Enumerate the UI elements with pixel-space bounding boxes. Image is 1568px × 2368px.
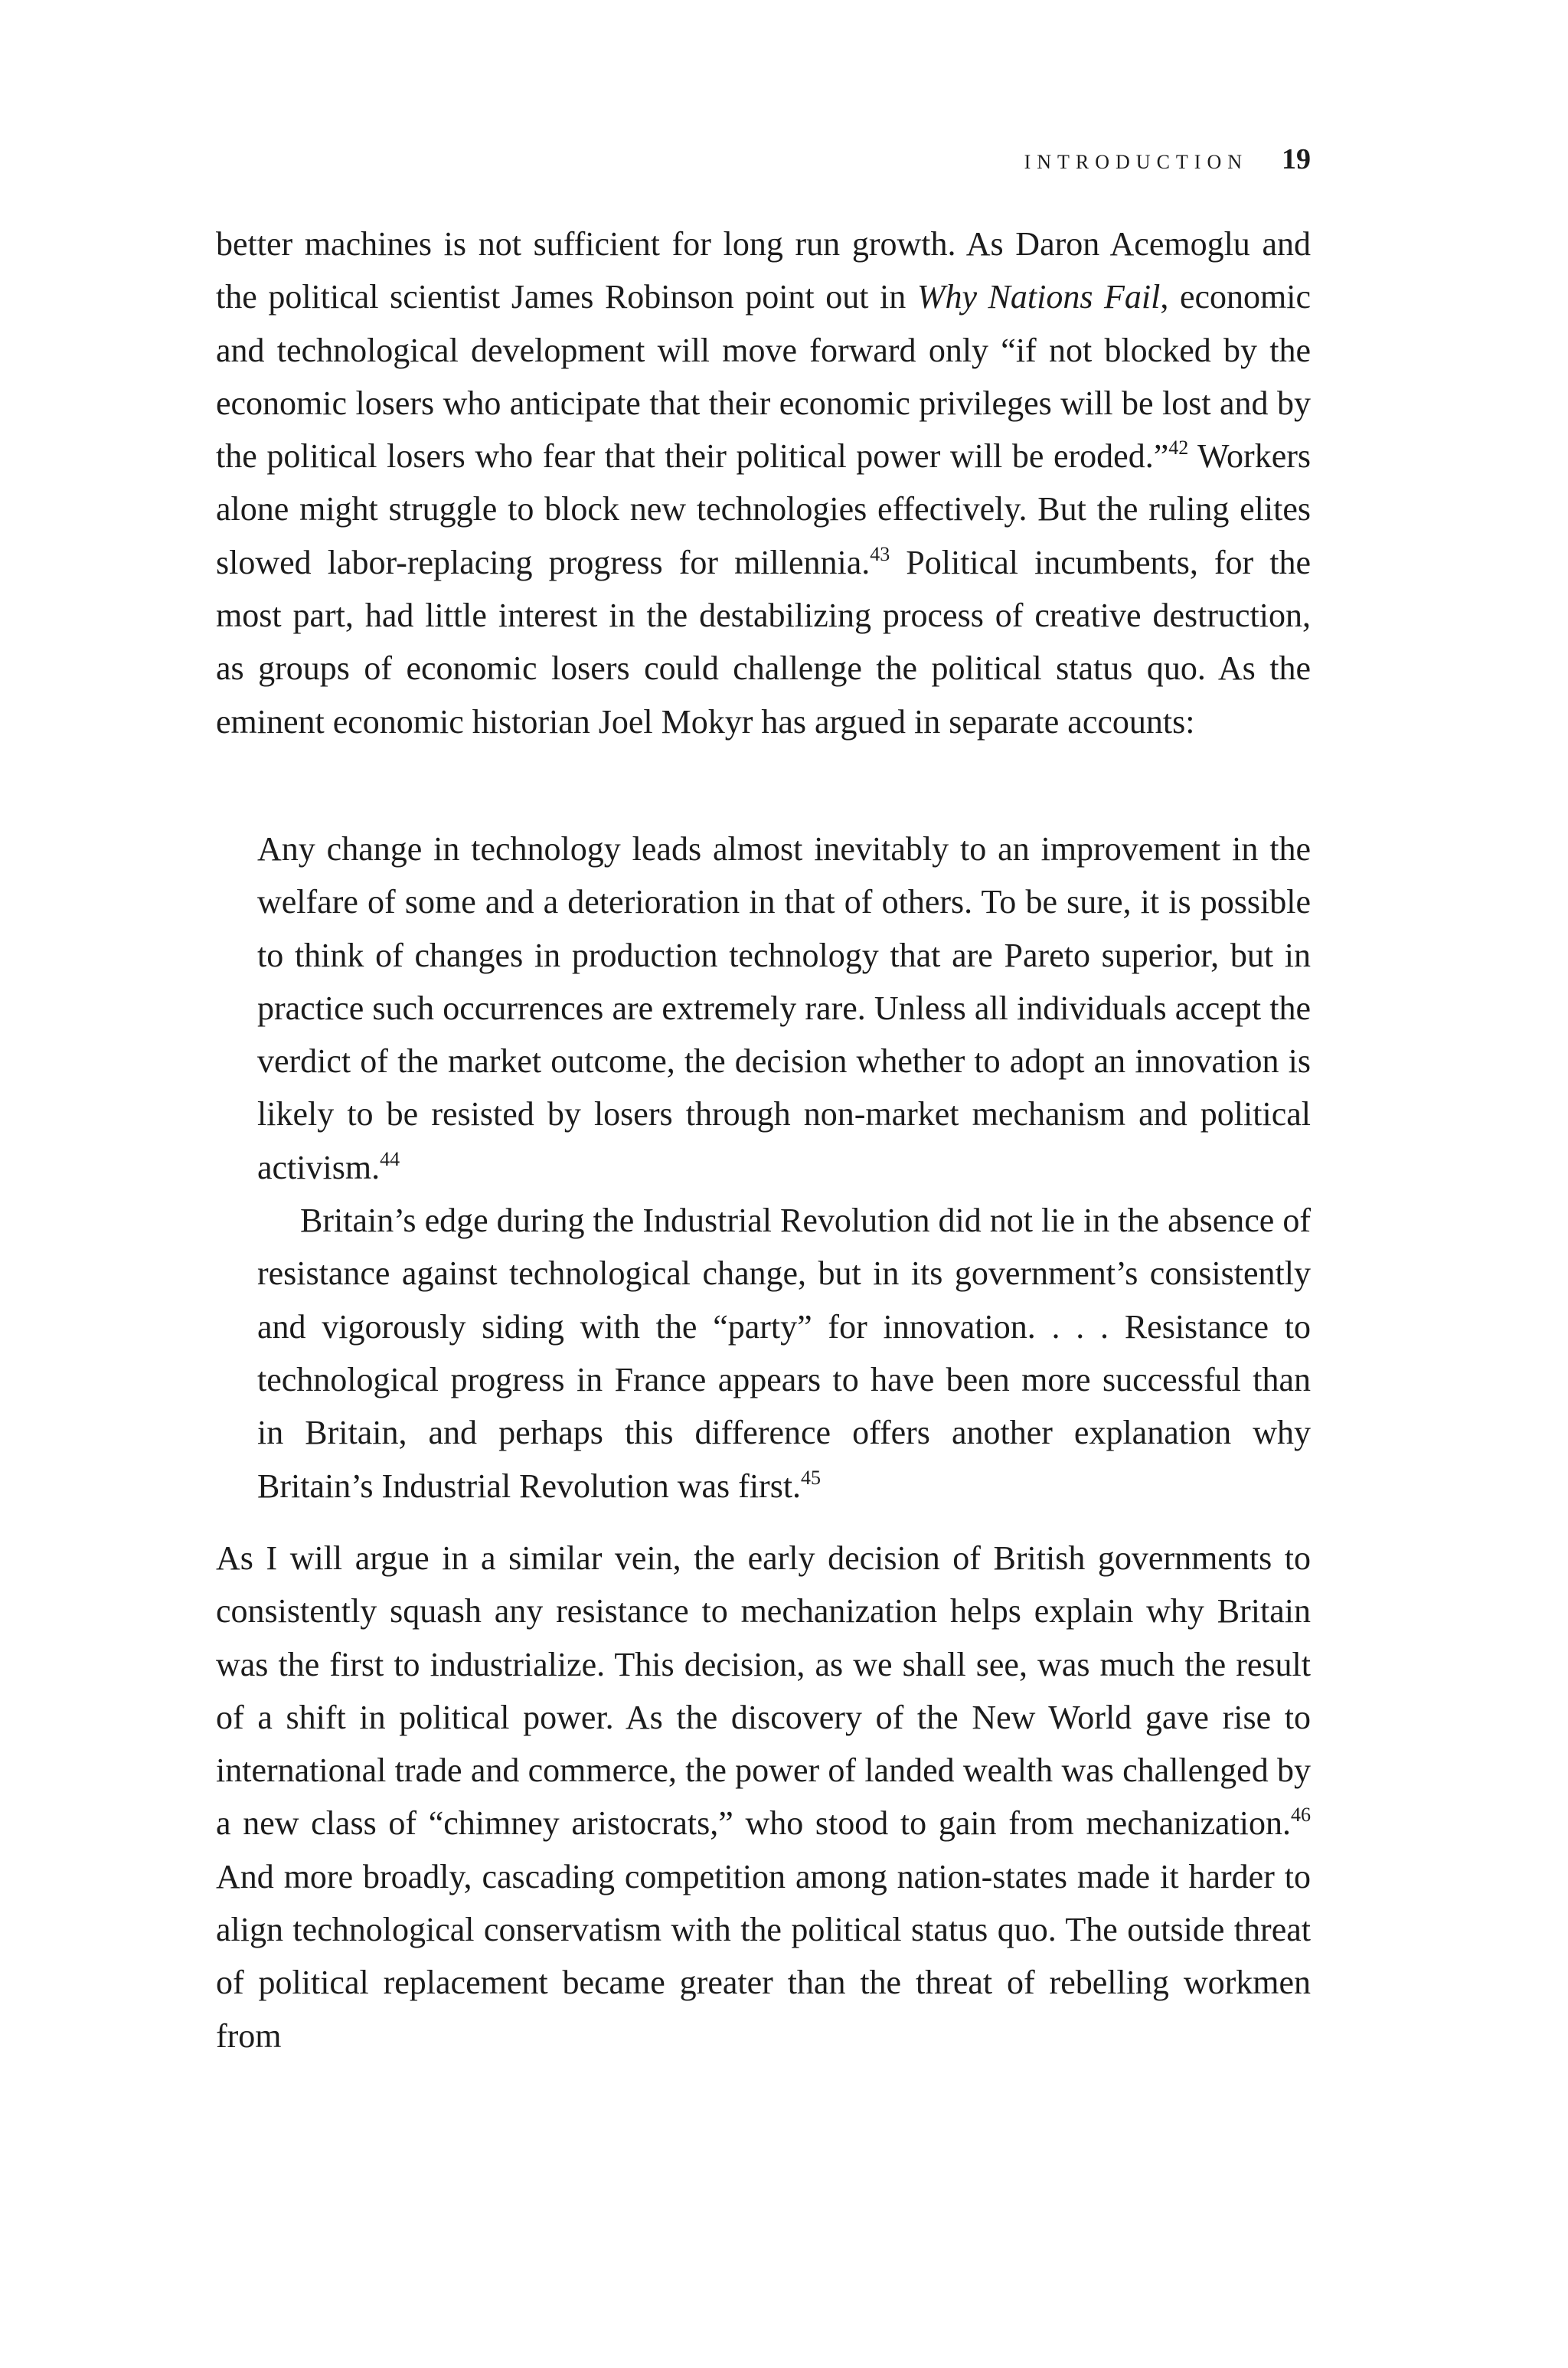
block-quote-paragraph-2 xyxy=(257,1194,1311,1513)
paragraph-1-text-b: , economic and technological development will move forward only “if not blocked by the economic losers who anticipate that their economic privileges will be lost and by the political losers who fear that their political power will be eroded.” xyxy=(216,278,1311,476)
footnote-ref-44[interactable]: 44 xyxy=(380,1147,400,1170)
quote-1-text: Any change in technology leads almost inevitably to an improvement in the welfare of some and a deterioration in that of others. To be sure, it is possible to think of changes in production technology that are Pareto superior, but in practice such occurrences are extremely rare. Unless all individuals accept the verdict of the market outcome, the decision whether to adopt an innovation is likely to be resisted by losers through non-market mechanism and political activism. xyxy=(257,830,1311,1186)
block-quote-paragraph-1 xyxy=(257,823,1311,1194)
quote-2-text: Britain’s edge during the Industrial Revolution did not lie in the absence of resistance against technological change, but in its government’s consistently and vigorously siding with the “party” for innovation. . . . Resistance to technological progress in France appears to have been more successful than in Britain, and perhaps this difference offers another explanation why Britain’s Industrial Revolution was first. xyxy=(257,1202,1311,1505)
running-head xyxy=(1024,142,1311,176)
body-paragraph-1 xyxy=(216,218,1311,748)
running-head-title: INTRODUCTION xyxy=(1024,151,1248,173)
paragraph-2-text-b: And more broadly, cascading competition among nation-states made it harder to align technological conservatism with the political status quo. The outside threat of political replacement became greater than the threat of rebelling workmen from xyxy=(216,1857,1311,2055)
paragraph-1-text-d: Political incumbents, for the most part, had little interest in the destabilizing process of creative destruction, as groups of economic losers could challenge the political status quo. As the eminent economic historian Joel Mokyr has argued in separate accounts: xyxy=(216,543,1311,741)
footnote-ref-45[interactable]: 45 xyxy=(801,1466,822,1489)
block-quote xyxy=(257,823,1311,1513)
footnote-ref-42[interactable]: 42 xyxy=(1168,437,1189,460)
page-number: 19 xyxy=(1282,143,1311,175)
paragraph-1-text-c: Workers alone might struggle to block new technologies effectively. But the ruling elites slowed labor-replacing progress for millennia. xyxy=(216,437,1311,581)
paragraph-1-text-a: better machines is not sufficient for long run growth. As Daron Acemoglu and the political scientist James Robinson point out in xyxy=(216,225,1311,316)
body-paragraph-2 xyxy=(216,1532,1311,2062)
book-title-why-nations-fail: Why Nations Fail xyxy=(916,278,1161,316)
paragraph-2-text-a: As I will argue in a similar vein, the early decision of British governments to consistently squash any resistance to mechanization helps explain why Britain was the first to industrialize. This decision, as we shall see, was much the result of a shift in political power. As the discovery of the New World gave rise to international trade and commerce, the power of landed wealth was challenged by a new class of “chimney aristocrats,” who stood to gain from mechanization. xyxy=(216,1539,1311,1843)
footnote-ref-43[interactable]: 43 xyxy=(870,542,890,565)
footnote-ref-46[interactable]: 46 xyxy=(1291,1804,1311,1827)
